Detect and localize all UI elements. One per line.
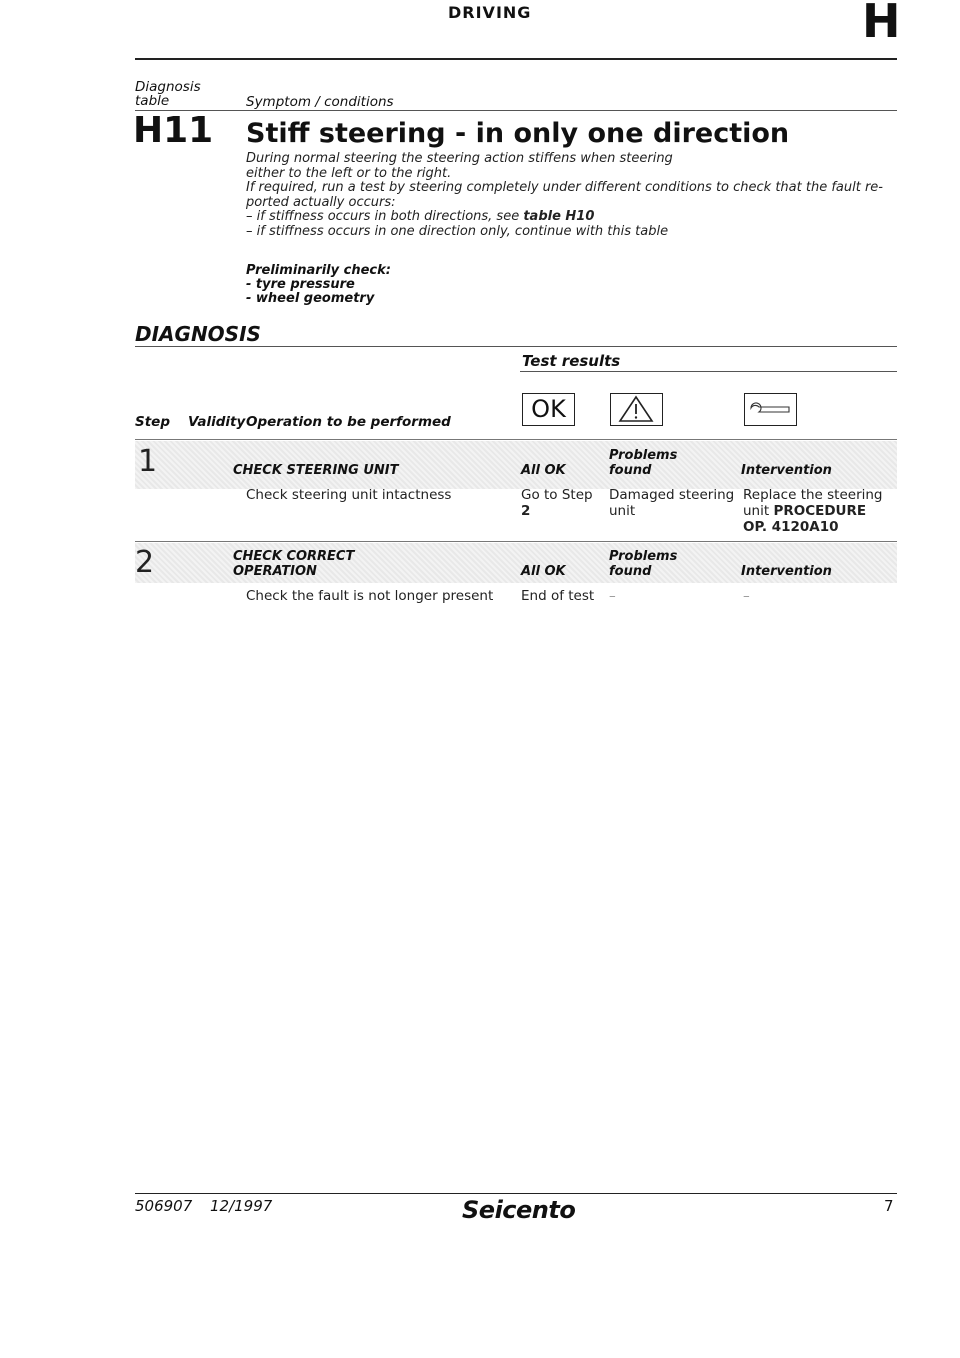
symptom-code: H11	[133, 110, 214, 151]
procedure-label: PROCEDURE	[773, 503, 867, 519]
step-heading	[233, 549, 354, 579]
preliminary-check	[246, 264, 391, 306]
header-rule	[135, 58, 897, 60]
diagnosis-rule	[135, 346, 897, 347]
result-step-ref: 2	[521, 503, 531, 519]
diagnosis-heading: DIAGNOSIS	[135, 322, 261, 346]
prelim-item: - wheel geometry	[246, 291, 375, 306]
problems-found-label: Problems found	[609, 549, 678, 579]
operation-text: Check the fault is not longer present	[246, 588, 494, 604]
all-ok-result	[521, 487, 593, 519]
section-title: DRIVING	[448, 3, 532, 22]
step-heading-line: CHECK CORRECT	[233, 549, 355, 564]
prelim-title: Preliminarily check:	[246, 263, 391, 278]
ok-icon	[522, 393, 575, 426]
step-number: 2	[135, 545, 155, 580]
all-ok-result: End of test	[521, 588, 595, 604]
intervention-result: –	[743, 588, 750, 604]
desc-line: If required, run a test by steering completely under different conditions to check that the fault re-	[246, 180, 883, 195]
doc-date: 12/1997	[210, 1197, 273, 1215]
column-header-rule	[135, 439, 897, 440]
desc-line: – if stiffness occurs in one direction only, continue with this table	[246, 223, 669, 239]
warning-icon	[610, 393, 663, 426]
ok-icon-label: OK	[531, 395, 566, 423]
section-letter: H	[862, 0, 901, 48]
intervention-label: Intervention	[741, 564, 832, 579]
col-validity: Validity	[188, 414, 246, 430]
table-reference: table H10	[523, 209, 595, 224]
result-text: unit	[743, 503, 774, 519]
result-line: Go to Step	[521, 487, 593, 503]
problems-result: –	[609, 588, 616, 604]
symptom-conditions-label: Symptom / conditions	[246, 94, 394, 110]
step-heading: CHECK STEERING UNIT	[233, 463, 399, 478]
col-step: Step	[135, 414, 170, 430]
doc-number: 506907	[135, 1197, 193, 1215]
symptom-description	[246, 152, 901, 239]
symptom-title: Stiff steering - in only one direction	[246, 118, 790, 149]
result-line: unit	[609, 503, 636, 519]
result-line: Replace the steering	[743, 487, 883, 503]
table-header-rule	[135, 110, 897, 111]
step-heading-line: OPERATION	[233, 564, 317, 579]
diagnosis-table-label: Diagnosis table	[135, 79, 201, 109]
step-number: 1	[138, 444, 158, 479]
desc-line: During normal steering the steering action stiffens when steering	[246, 151, 673, 166]
all-ok-label: All OK	[521, 463, 566, 478]
prelim-item: - tyre pressure	[246, 277, 355, 292]
test-results-label: Test results	[522, 352, 621, 370]
test-results-rule	[520, 371, 897, 372]
result-line	[743, 503, 883, 519]
warning-triangle-icon	[611, 394, 661, 424]
col-operation: Operation to be performed	[246, 414, 451, 430]
desc-line: either to the left or to the right.	[246, 165, 452, 181]
desc-text: – if stiffness occurs in both directions, see	[246, 209, 524, 224]
brand-logo: Seicento	[462, 1196, 576, 1224]
problems-result	[609, 487, 734, 519]
intervention-label: Intervention	[741, 463, 832, 478]
footer-rule	[135, 1193, 897, 1194]
step-divider	[135, 541, 897, 542]
desc-line	[246, 210, 901, 225]
wrench-icon	[744, 393, 797, 426]
page-number: 7	[884, 1197, 894, 1215]
problems-found-label: Problems found	[609, 448, 678, 478]
desc-line: ported actually occurs:	[246, 194, 396, 210]
spanner-icon	[745, 394, 795, 424]
intervention-result	[743, 487, 883, 535]
operation-text: Check steering unit intactness	[246, 487, 452, 503]
operation-code: OP. 4120A10	[743, 519, 839, 535]
result-line: Damaged steering	[609, 487, 735, 503]
all-ok-label: All OK	[521, 564, 566, 579]
